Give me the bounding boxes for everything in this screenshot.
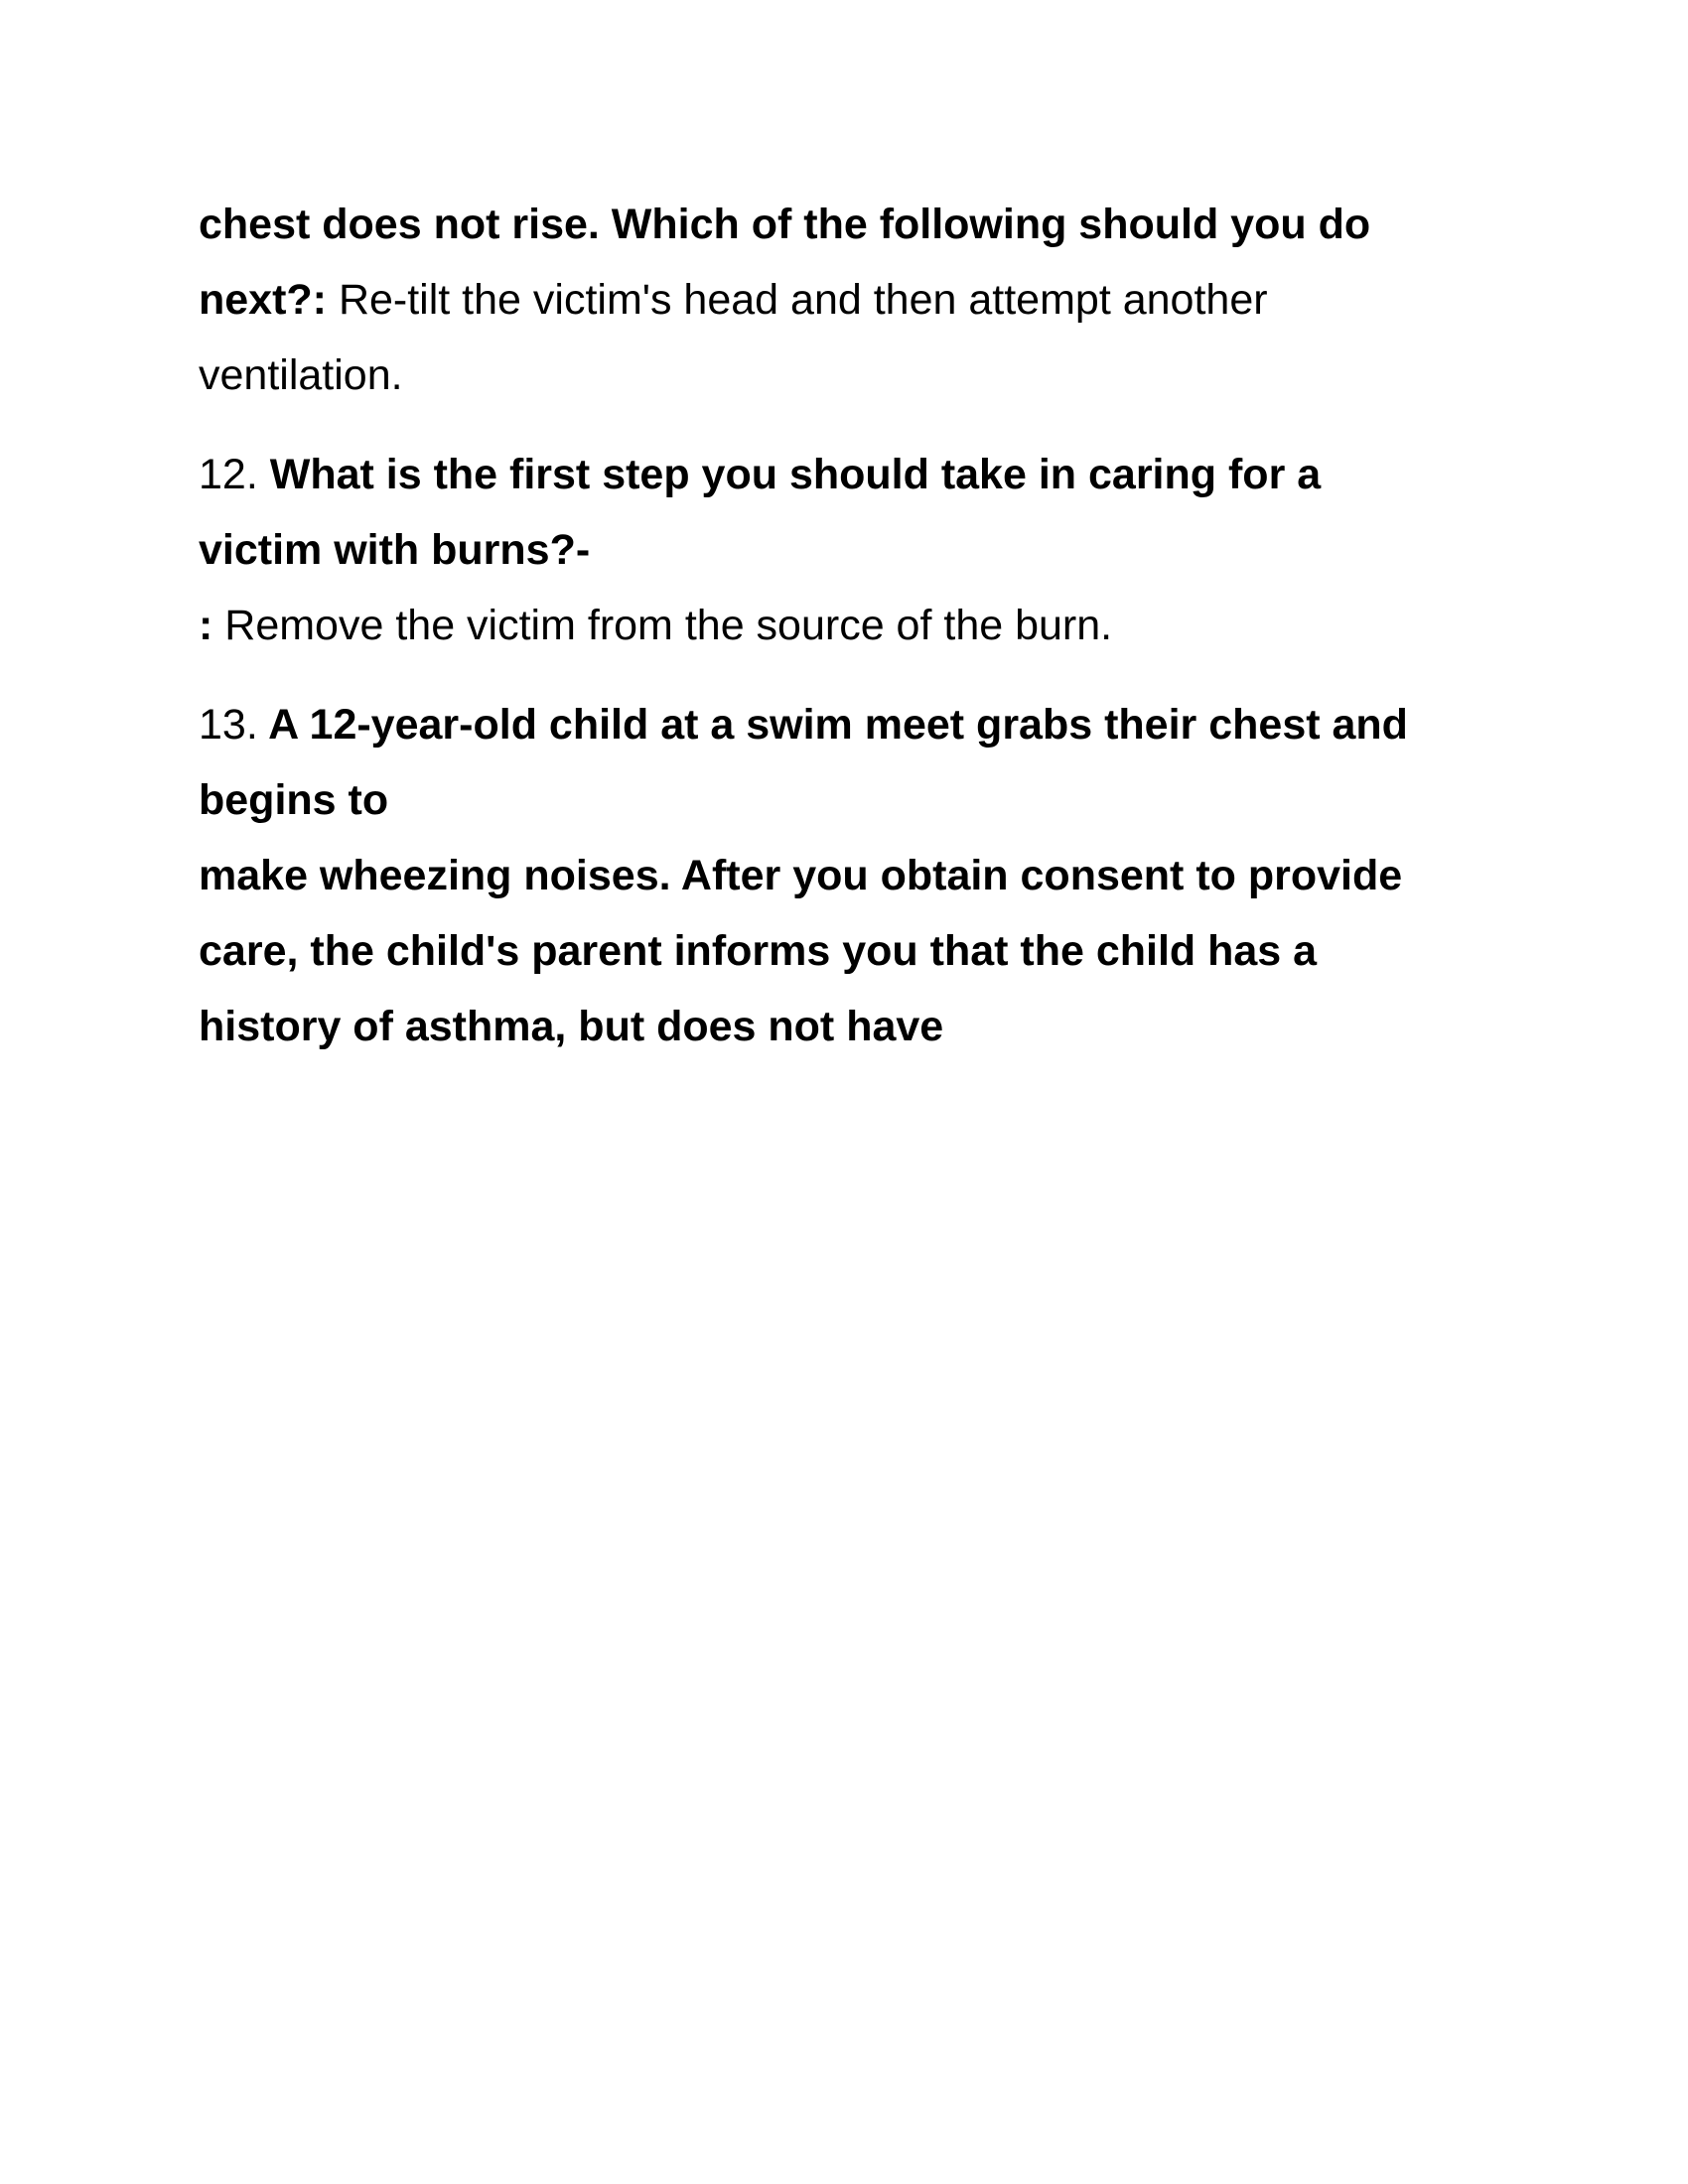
question-12-text: What is the first step you should take in caring for a — [257, 451, 1322, 498]
question-13-line-2: begins to — [199, 776, 389, 824]
question-11-line-2 — [199, 262, 1489, 338]
question-11-label: next?: — [199, 276, 327, 324]
question-13-number: 13. — [199, 701, 258, 749]
question-13-block — [199, 687, 1489, 1064]
question-11-block — [199, 187, 1489, 413]
spacer — [199, 413, 1489, 437]
question-13-text: A 12-year-old child at a swim meet grabs their chest and — [257, 701, 1408, 749]
question-12-answer-prefix: : — [199, 602, 213, 649]
question-11-line-1: chest does not rise. Which of the following should you do — [199, 201, 1371, 248]
question-12-line-1 — [199, 437, 1489, 512]
question-11-answer: Re-tilt the victim's head and then attempt another — [327, 276, 1268, 324]
question-13-line-4: care, the child's parent informs you that the child has a — [199, 927, 1318, 975]
question-12-number: 12. — [199, 451, 258, 498]
spacer — [199, 663, 1489, 687]
question-12-block — [199, 437, 1489, 663]
question-13-line-1 — [199, 687, 1489, 762]
question-12-line-2: victim with burns?- — [199, 526, 591, 574]
question-12-answer-line — [199, 588, 1489, 663]
document-page — [199, 187, 1489, 1064]
question-12-answer: Remove the victim from the source of the burn. — [212, 602, 1113, 649]
question-13-line-5: history of asthma, but does not have — [199, 1003, 944, 1050]
question-11-line-3: ventilation. — [199, 351, 403, 399]
question-13-line-3: make wheezing noises. After you obtain consent to provide — [199, 852, 1403, 899]
